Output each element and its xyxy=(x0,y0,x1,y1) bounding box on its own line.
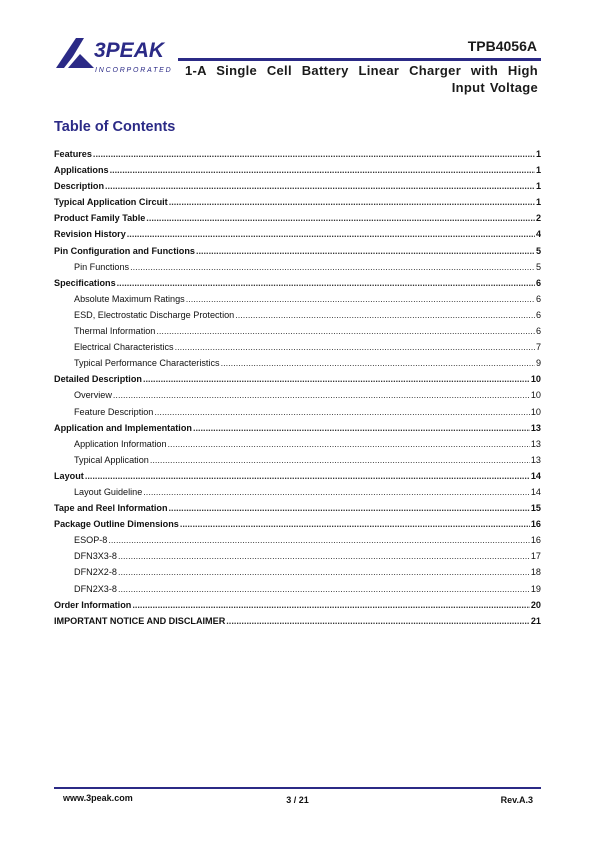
toc-dot-leader xyxy=(143,484,530,500)
toc-entry-page: 6 xyxy=(535,309,541,320)
toc-entry-title: DFN3X3-8 xyxy=(74,551,117,562)
toc-entry-page: 16 xyxy=(530,535,541,546)
toc-dot-leader xyxy=(168,436,530,452)
toc-dot-leader xyxy=(180,516,530,532)
toc-entry-page: 1 xyxy=(535,149,541,159)
toc-entry-title: Pin Configuration and Functions xyxy=(54,245,195,256)
toc-entry-title: Specifications xyxy=(54,277,116,288)
toc-entry[interactable] xyxy=(54,500,541,516)
toc-dot-leader xyxy=(118,548,530,564)
toc-dot-leader xyxy=(154,404,530,420)
toc-list xyxy=(54,146,541,629)
toc-entry-page: 6 xyxy=(535,293,541,304)
toc-entry-title: Electrical Characteristics xyxy=(74,342,174,353)
toc-dot-leader xyxy=(226,613,530,629)
toc-dot-leader xyxy=(156,323,535,339)
toc-entry-page: 10 xyxy=(530,406,541,417)
toc-entry-page: 17 xyxy=(530,551,541,562)
toc-entry[interactable] xyxy=(54,243,541,259)
toc-entry-page: 1 xyxy=(535,197,541,208)
toc-dot-leader xyxy=(118,564,530,580)
toc-entry-title: Applications xyxy=(54,165,109,176)
toc-entry-title: Absolute Maximum Ratings xyxy=(74,293,185,304)
toc-subentry[interactable] xyxy=(54,323,541,339)
toc-entry-title: Application Information xyxy=(74,438,167,449)
toc-entry-page: 13 xyxy=(530,438,541,449)
toc-dot-leader xyxy=(117,275,535,291)
toc-entry-page: 4 xyxy=(535,229,541,240)
toc-subentry[interactable] xyxy=(54,484,541,500)
toc-dot-leader xyxy=(113,387,530,403)
toc-dot-leader xyxy=(169,194,535,210)
toc-entry-page: 2 xyxy=(535,213,541,224)
toc-entry-page: 16 xyxy=(530,519,541,530)
toc-entry-page: 1 xyxy=(535,181,541,192)
toc-subentry[interactable] xyxy=(54,339,541,355)
toc-entry-page: 20 xyxy=(530,599,541,610)
toc-entry-page: 9 xyxy=(535,358,541,369)
toc-entry-title: Layout Guideline xyxy=(74,486,143,497)
toc-entry-title: Tape and Reel Information xyxy=(54,503,168,514)
toc-entry[interactable] xyxy=(54,597,541,613)
toc-dot-leader xyxy=(132,597,530,613)
toc-entry-page: 19 xyxy=(530,583,541,594)
toc-dot-leader xyxy=(150,452,530,468)
toc-entry-page: 15 xyxy=(530,503,541,514)
toc-entry-title: Package Outline Dimensions xyxy=(54,519,179,530)
toc-dot-leader xyxy=(110,162,535,178)
footer-revision: Rev.A.3 xyxy=(500,795,533,805)
toc-entry-page: 5 xyxy=(535,261,541,272)
toc-entry[interactable] xyxy=(54,516,541,532)
toc-subentry[interactable] xyxy=(54,581,541,597)
part-number: TPB4056A xyxy=(467,38,537,54)
toc-dot-leader xyxy=(221,355,535,371)
toc-dot-leader xyxy=(143,371,530,387)
toc-entry-title: IMPORTANT NOTICE AND DISCLAIMER xyxy=(54,615,226,626)
toc-dot-leader xyxy=(105,178,535,194)
footer-divider xyxy=(54,787,541,789)
toc-entry[interactable] xyxy=(54,468,541,484)
toc-entry[interactable] xyxy=(54,226,541,242)
toc-entry[interactable] xyxy=(54,178,541,194)
toc-dot-leader xyxy=(127,226,535,242)
toc-entry-title: Typical Performance Characteristics xyxy=(74,358,220,369)
toc-entry-page: 21 xyxy=(530,615,541,626)
toc-entry[interactable] xyxy=(54,146,541,162)
toc-dot-leader xyxy=(186,291,535,307)
toc-dot-leader xyxy=(146,210,535,226)
toc-entry[interactable] xyxy=(54,420,541,436)
footer-page-number: 3 / 21 xyxy=(286,795,309,805)
toc-entry-title: ESOP-8 xyxy=(74,535,108,546)
toc-subentry[interactable] xyxy=(54,548,541,564)
toc-entry[interactable] xyxy=(54,371,541,387)
toc-entry-title: Thermal Information xyxy=(74,326,156,337)
toc-entry-title: Detailed Description xyxy=(54,374,142,385)
toc-entry-title: Pin Functions xyxy=(74,261,130,272)
toc-entry-page: 6 xyxy=(535,326,541,337)
toc-subentry[interactable] xyxy=(54,259,541,275)
header-divider xyxy=(178,58,541,61)
toc-entry-page: 13 xyxy=(530,422,541,433)
toc-subentry[interactable] xyxy=(54,564,541,580)
toc-dot-leader xyxy=(169,500,530,516)
toc-entry-title: Typical Application Circuit xyxy=(54,197,168,208)
toc-dot-leader xyxy=(235,307,535,323)
footer-website-link[interactable]: www.3peak.com xyxy=(63,793,133,803)
toc-entry-title: DFN2X3-8 xyxy=(74,583,117,594)
toc-entry-title: Feature Description xyxy=(74,406,154,417)
toc-entry-title: Revision History xyxy=(54,229,126,240)
toc-entry-page: 18 xyxy=(530,567,541,578)
toc-entry-title: ESD, Electrostatic Discharge Protection xyxy=(74,309,235,320)
toc-entry[interactable] xyxy=(54,162,541,178)
toc-dot-leader xyxy=(93,146,535,162)
toc-entry-title: Overview xyxy=(74,390,112,401)
toc-entry-page: 10 xyxy=(530,374,541,385)
toc-entry[interactable] xyxy=(54,275,541,291)
toc-subentry[interactable] xyxy=(54,404,541,420)
logo-subtext: INCORPORATED xyxy=(95,67,173,74)
toc-subentry[interactable] xyxy=(54,307,541,323)
toc-dot-leader xyxy=(130,259,535,275)
toc-subentry[interactable] xyxy=(54,532,541,548)
toc-dot-leader xyxy=(118,581,530,597)
toc-entry[interactable] xyxy=(54,210,541,226)
company-logo xyxy=(54,36,176,76)
toc-entry-page: 1 xyxy=(535,165,541,176)
toc-entry-title: Features xyxy=(54,149,92,159)
toc-subentry[interactable] xyxy=(54,291,541,307)
toc-entry-page: 6 xyxy=(535,277,541,288)
toc-entry-page: 5 xyxy=(535,245,541,256)
document-subtitle: 1-A Single Cell Battery Linear Charger with High Input Voltage xyxy=(185,63,538,95)
toc-dot-leader xyxy=(193,420,530,436)
toc-subentry[interactable] xyxy=(54,452,541,468)
toc-entry-page: 14 xyxy=(530,486,541,497)
toc-subentry[interactable] xyxy=(54,387,541,403)
toc-entry-page: 14 xyxy=(530,470,541,481)
toc-entry-page: 13 xyxy=(530,454,541,465)
toc-entry-title: Typical Application xyxy=(74,454,149,465)
toc-subentry[interactable] xyxy=(54,355,541,371)
toc-entry-title: Product Family Table xyxy=(54,213,146,224)
toc-entry-title: Description xyxy=(54,181,105,192)
toc-title: Table of Contents xyxy=(54,119,176,135)
toc-dot-leader xyxy=(175,339,535,355)
toc-entry-title: DFN2X2-8 xyxy=(74,567,117,578)
toc-entry-title: Application and Implementation xyxy=(54,422,192,433)
toc-entry[interactable] xyxy=(54,194,541,210)
toc-dot-leader xyxy=(196,243,535,259)
toc-entry-page: 10 xyxy=(530,390,541,401)
toc-entry-title: Order Information xyxy=(54,599,132,610)
toc-entry[interactable] xyxy=(54,613,541,629)
logo-wordmark: 3PEAK xyxy=(94,39,165,62)
toc-entry-title: Layout xyxy=(54,470,84,481)
toc-subentry[interactable] xyxy=(54,436,541,452)
toc-dot-leader xyxy=(108,532,530,548)
toc-entry-page: 7 xyxy=(535,342,541,353)
toc-dot-leader xyxy=(85,468,530,484)
